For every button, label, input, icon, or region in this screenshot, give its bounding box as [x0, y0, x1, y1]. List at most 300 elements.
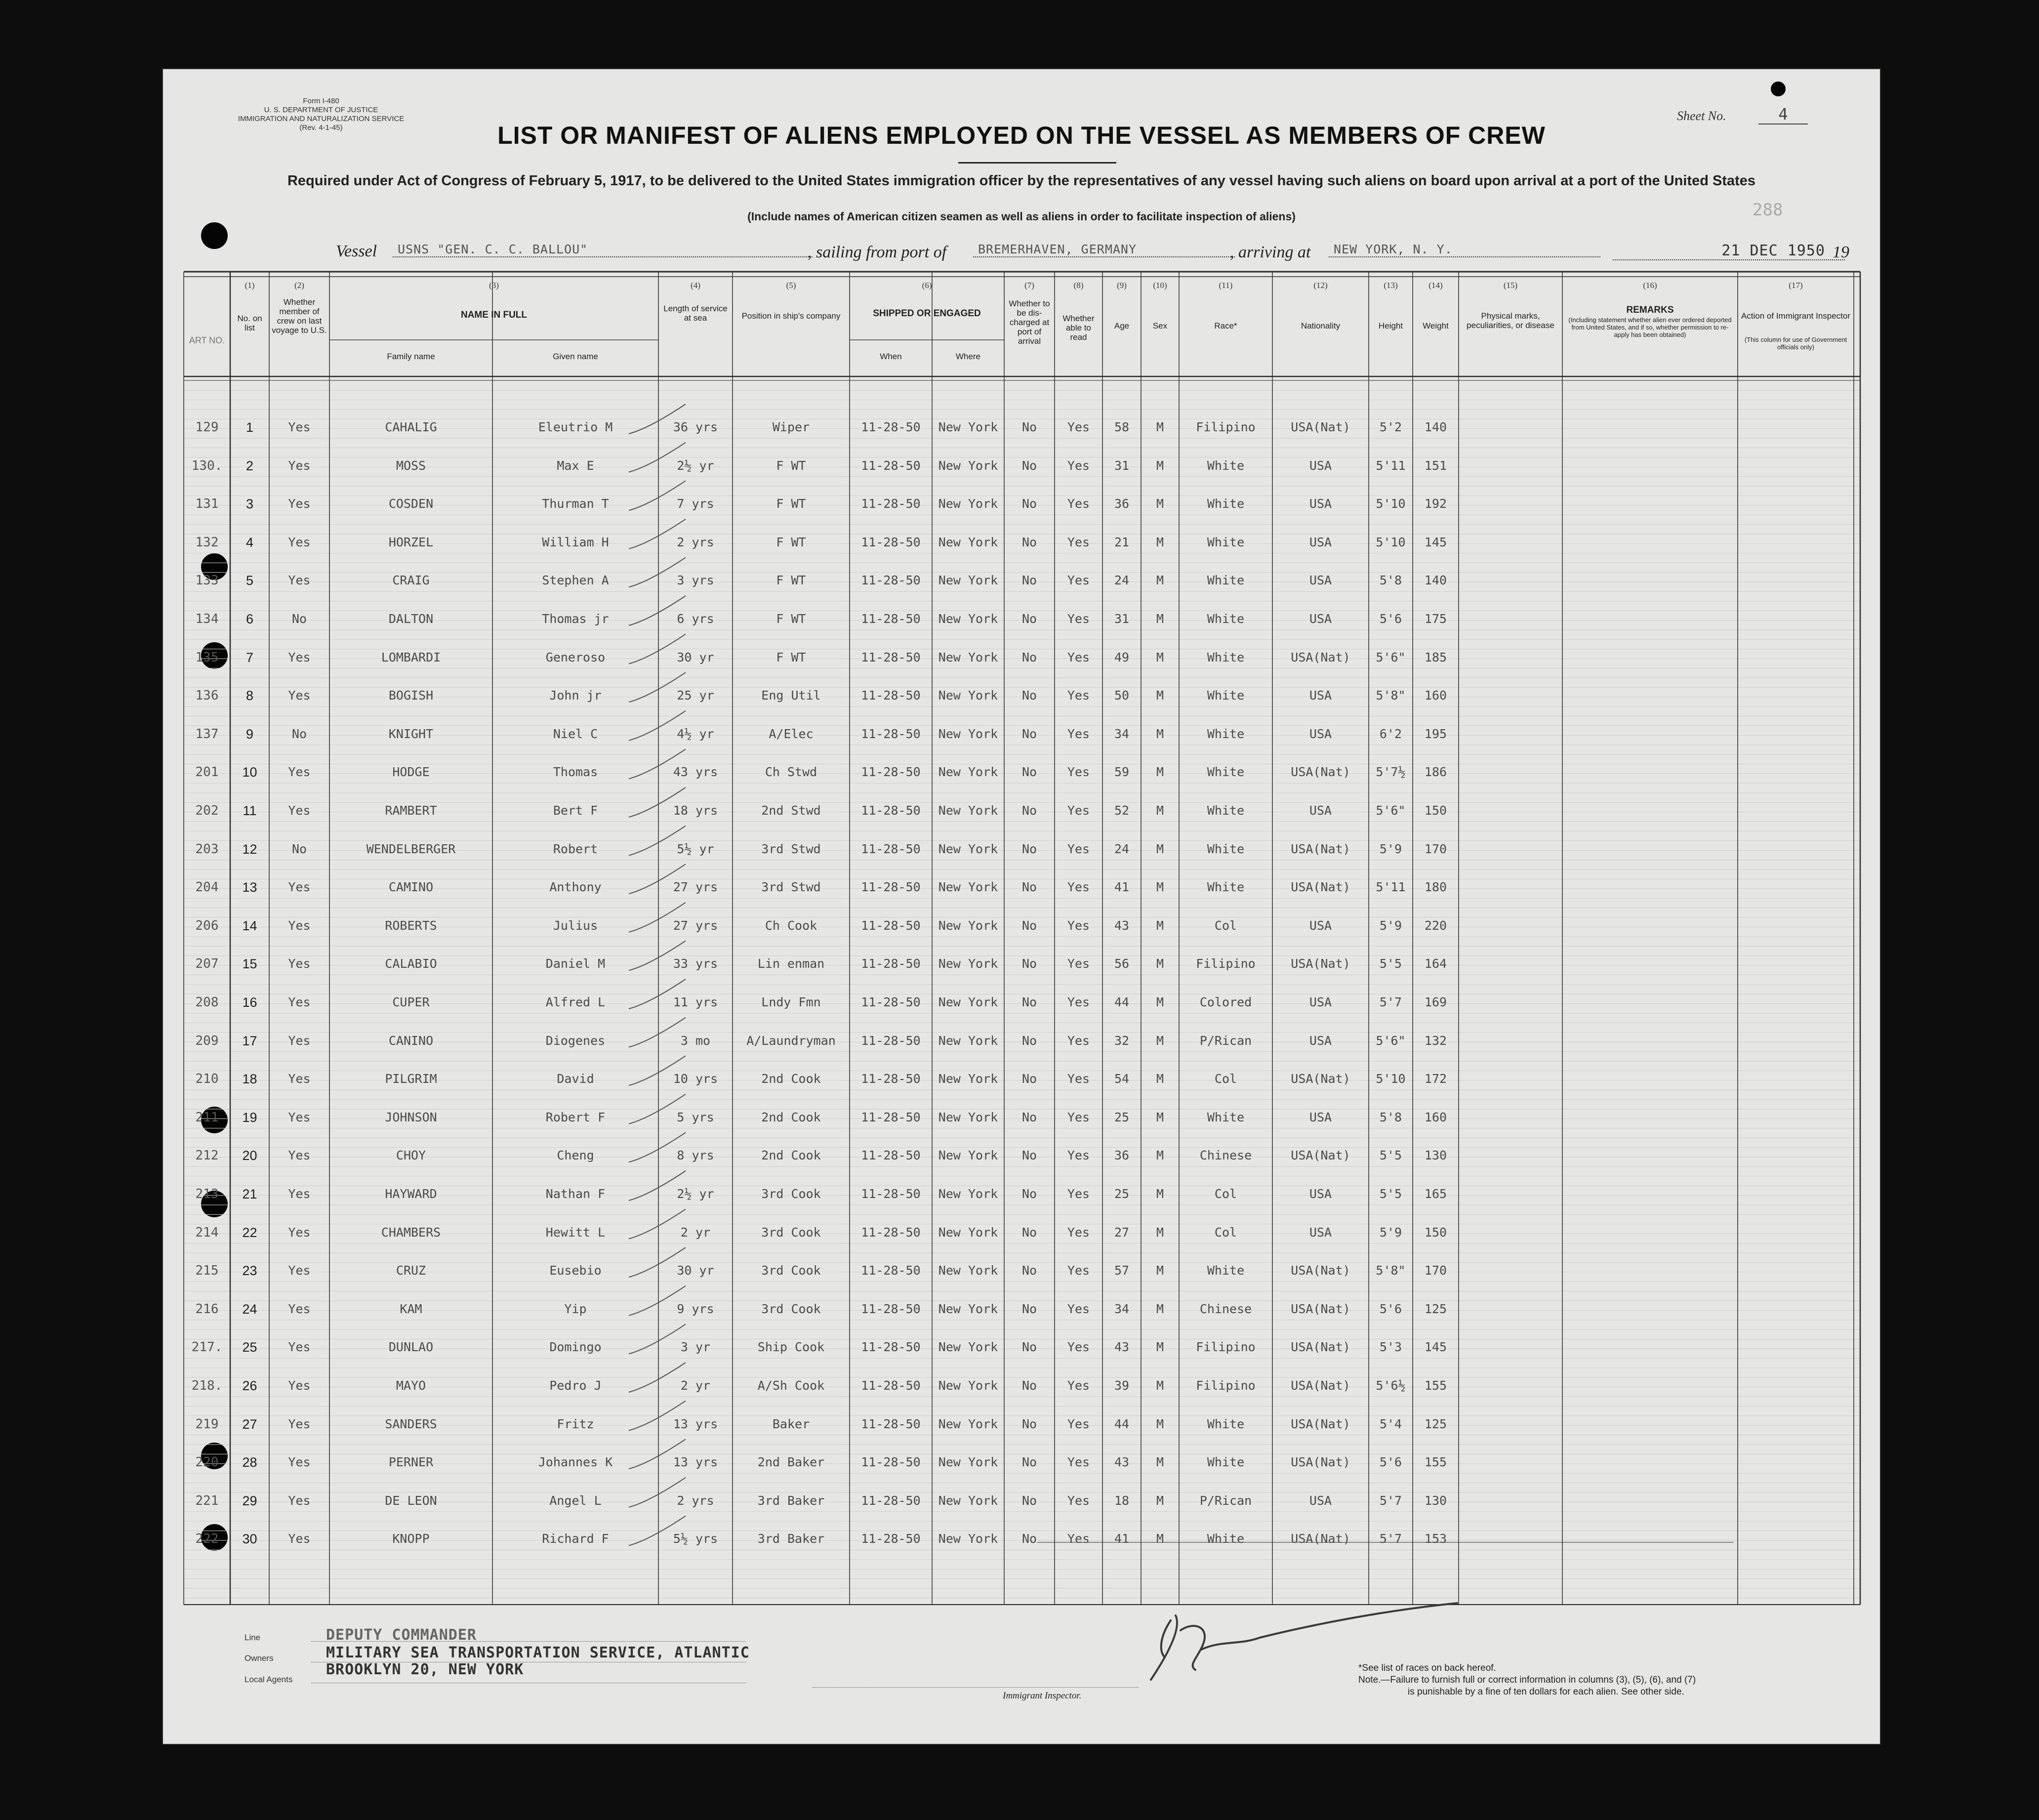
shipped-when: 11-28-50	[861, 1340, 921, 1355]
age: 52	[1114, 803, 1130, 818]
height: 5'8	[1379, 1110, 1402, 1124]
nationality: USA(Nat)	[1291, 1072, 1350, 1086]
race: White	[1207, 841, 1245, 856]
race: Chinese	[1199, 1148, 1252, 1163]
family-name: CRAIG	[392, 573, 430, 588]
art-number: 211	[195, 1110, 219, 1125]
nationality: USA	[1309, 496, 1332, 511]
length-of-service: 36 yrs	[673, 420, 718, 434]
list-number: 13	[242, 880, 257, 895]
last-voyage: Yes	[288, 420, 311, 434]
header-age: Age	[1114, 321, 1130, 331]
shipped-when: 11-28-50	[861, 1110, 921, 1124]
last-voyage: Yes	[288, 1493, 311, 1508]
length-of-service: 4½ yr	[677, 726, 714, 741]
position: 2nd Stwd	[761, 803, 821, 818]
sex: M	[1156, 956, 1164, 971]
art-number: 221	[195, 1493, 219, 1508]
nationality: USA	[1309, 535, 1332, 549]
weight: 130	[1424, 1148, 1447, 1163]
sex: M	[1156, 535, 1164, 549]
age: 36	[1114, 496, 1130, 511]
able-to-read: Yes	[1067, 1225, 1090, 1240]
weight: 165	[1424, 1187, 1447, 1201]
length-of-service: 18 yrs	[673, 803, 718, 818]
shipped-where: New York	[938, 650, 998, 664]
sex: M	[1156, 1033, 1164, 1048]
given-name: William H	[542, 535, 609, 549]
age: 25	[1114, 1110, 1130, 1124]
family-name: KNOPP	[392, 1531, 430, 1546]
race: White	[1207, 650, 1245, 664]
agents-label: Local Agents	[245, 1675, 293, 1684]
given-name: Max E	[557, 458, 594, 473]
race: White	[1207, 496, 1245, 511]
shipped-where: New York	[938, 458, 998, 473]
family-name: CALABIO	[385, 956, 437, 971]
length-of-service: 8 yrs	[677, 1148, 714, 1163]
list-number: 16	[242, 995, 257, 1010]
given-name: Yip	[564, 1301, 587, 1316]
nationality: USA(Nat)	[1291, 765, 1350, 780]
weight: 150	[1424, 1225, 1447, 1240]
list-number: 19	[242, 1110, 257, 1125]
list-number: 15	[242, 956, 257, 972]
given-name: Anthony	[549, 880, 602, 895]
length-of-service: 30 yr	[677, 650, 714, 664]
position: 3rd Cook	[761, 1301, 821, 1316]
art-number: 214	[195, 1225, 219, 1240]
weight: 140	[1424, 573, 1447, 588]
age: 43	[1114, 918, 1130, 933]
age: 49	[1114, 650, 1130, 664]
length-of-service: 2½ yr	[677, 1187, 714, 1201]
nationality: USA(Nat)	[1291, 420, 1350, 434]
able-to-read: Yes	[1067, 995, 1090, 1009]
shipped-when: 11-28-50	[861, 1263, 921, 1278]
discharged: No	[1021, 956, 1037, 971]
header-name-in-full: NAME IN FULL	[460, 310, 528, 320]
nationality: USA	[1309, 726, 1332, 741]
age: 31	[1114, 612, 1130, 626]
sex: M	[1156, 1378, 1164, 1393]
shipped-when: 11-28-50	[861, 612, 921, 626]
family-name: CANINO	[388, 1033, 434, 1048]
header-family-name: Family name	[387, 352, 435, 361]
column-number: (2)	[294, 281, 304, 290]
column-number: (13)	[1384, 281, 1398, 290]
column-number: (5)	[786, 281, 796, 290]
height: 5'5	[1379, 1187, 1402, 1201]
race: Colored	[1199, 995, 1252, 1009]
race: White	[1207, 612, 1245, 626]
last-voyage: Yes	[288, 1225, 311, 1240]
last-voyage: Yes	[288, 688, 311, 703]
age: 36	[1114, 1148, 1130, 1163]
art-number: 135	[195, 650, 219, 665]
given-name: David	[557, 1072, 594, 1086]
sex: M	[1156, 612, 1164, 626]
position: 3rd Cook	[761, 1187, 821, 1201]
nationality: USA	[1309, 1187, 1332, 1201]
list-number: 27	[242, 1416, 257, 1432]
art-number: 215	[195, 1263, 219, 1279]
given-name: Eusebio	[549, 1263, 602, 1278]
last-voyage: Yes	[288, 1455, 311, 1470]
art-number: 207	[195, 956, 219, 972]
given-name: Nathan F	[545, 1187, 606, 1201]
arriving-label: , arriving at	[1230, 243, 1311, 261]
sex: M	[1156, 1148, 1164, 1163]
header-no-on-list: No. on list	[237, 314, 262, 332]
length-of-service: 2 yrs	[677, 1493, 714, 1508]
shipped-where: New York	[938, 535, 998, 549]
last-voyage: No	[291, 841, 307, 856]
family-name: CUPER	[392, 995, 430, 1009]
list-number: 14	[242, 918, 257, 933]
given-name: Thomas	[553, 765, 598, 780]
art-number: 202	[195, 803, 219, 818]
able-to-read: Yes	[1067, 535, 1090, 549]
given-name: Robert F	[545, 1110, 606, 1124]
art-number: 212	[195, 1148, 219, 1163]
header-nationality: Nationality	[1301, 321, 1341, 331]
discharged: No	[1021, 1531, 1037, 1546]
sex: M	[1156, 1531, 1164, 1546]
discharged: No	[1021, 458, 1037, 473]
race: Chinese	[1199, 1301, 1252, 1316]
column-number: (15)	[1503, 281, 1518, 290]
given-name: Generoso	[545, 650, 606, 664]
shipped-when: 11-28-50	[861, 688, 921, 703]
length-of-service: 5 yrs	[677, 1110, 714, 1124]
last-voyage: Yes	[288, 918, 311, 933]
sex: M	[1156, 458, 1164, 473]
given-name: Robert	[553, 841, 598, 856]
able-to-read: Yes	[1067, 1263, 1090, 1278]
last-voyage: Yes	[288, 496, 311, 511]
age: 44	[1114, 1416, 1130, 1431]
family-name: JOHNSON	[385, 1110, 437, 1124]
length-of-service: 2 yr	[680, 1225, 711, 1240]
sheet-number-label: Sheet No.	[1677, 109, 1726, 123]
list-number: 23	[242, 1263, 257, 1279]
family-name: HORZEL	[388, 535, 434, 549]
length-of-service: 10 yrs	[673, 1072, 718, 1086]
stamp-line-3: BROOKLYN 20, NEW YORK	[326, 1661, 524, 1678]
length-of-service: 30 yr	[677, 1263, 714, 1278]
shipped-where: New York	[938, 1416, 998, 1431]
race: Filipino	[1196, 1378, 1256, 1393]
year-label: 19	[1833, 243, 1849, 261]
position: 3rd Stwd	[761, 880, 821, 895]
nationality: USA(Nat)	[1291, 956, 1350, 971]
family-name: WENDELBERGER	[366, 841, 456, 856]
sailing-from: BREMERHAVEN, GERMANY	[973, 242, 1235, 257]
shipped-where: New York	[938, 1378, 998, 1393]
discharged: No	[1021, 995, 1037, 1009]
age: 54	[1114, 1072, 1130, 1086]
list-number: 22	[242, 1225, 257, 1240]
last-voyage: Yes	[288, 1033, 311, 1048]
race: White	[1207, 765, 1245, 780]
age: 41	[1114, 880, 1130, 895]
race: Col	[1214, 1225, 1237, 1240]
header-physical-marks: Physical marks, peculiarities, or disease	[1467, 311, 1554, 330]
family-name: CRUZ	[396, 1263, 426, 1278]
header-when: When	[880, 352, 902, 361]
header-remarks-note: (Including statement whether alien ever ordered deported from United States, and if so, whether permission to re-apply has been obtained)	[1568, 316, 1732, 338]
able-to-read: Yes	[1067, 1378, 1090, 1393]
height: 5'3	[1379, 1340, 1402, 1355]
header-where: Where	[955, 352, 981, 361]
sex: M	[1156, 995, 1164, 1009]
sex: M	[1156, 803, 1164, 818]
header-last-voyage: Whether member of crew on last voyage to U.S.	[272, 297, 327, 335]
weight: 185	[1424, 650, 1447, 664]
able-to-read: Yes	[1067, 765, 1090, 780]
discharged: No	[1021, 612, 1037, 626]
line-label: Line	[245, 1633, 261, 1642]
list-number: 9	[245, 726, 254, 742]
weight: 175	[1424, 612, 1447, 626]
length-of-service: 3 yr	[680, 1340, 711, 1355]
discharged: No	[1021, 1378, 1037, 1393]
shipped-where: New York	[938, 841, 998, 856]
height: 5'7	[1379, 1531, 1402, 1546]
able-to-read: Yes	[1067, 650, 1090, 664]
weight: 125	[1424, 1301, 1447, 1316]
length-of-service: 33 yrs	[673, 956, 718, 971]
sex: M	[1156, 918, 1164, 933]
length-of-service: 27 yrs	[673, 880, 718, 895]
race: Filipino	[1196, 420, 1256, 434]
sex: M	[1156, 841, 1164, 856]
position: 2nd Cook	[761, 1148, 821, 1163]
position: A/Elec	[769, 726, 814, 741]
age: 31	[1114, 458, 1130, 473]
age: 59	[1114, 765, 1130, 780]
length-of-service: 9 yrs	[677, 1301, 714, 1316]
able-to-read: Yes	[1067, 1072, 1090, 1086]
height: 5'4	[1379, 1416, 1402, 1431]
given-name: Fritz	[557, 1416, 594, 1431]
height: 5'8"	[1376, 688, 1406, 703]
given-name: Julius	[553, 918, 598, 933]
position: Ch Cook	[765, 918, 817, 933]
shipped-when: 11-28-50	[861, 880, 921, 895]
last-voyage: Yes	[288, 1110, 311, 1124]
nationality: USA	[1309, 1493, 1332, 1508]
shipped-when: 11-28-50	[861, 726, 921, 741]
column-number: (11)	[1219, 281, 1233, 290]
shipped-when: 11-28-50	[861, 1455, 921, 1470]
age: 43	[1114, 1340, 1130, 1355]
age: 24	[1114, 573, 1130, 588]
length-of-service: 3 mo	[680, 1033, 711, 1048]
art-number: 204	[195, 880, 219, 895]
length-of-service: 11 yrs	[673, 995, 718, 1009]
shipped-where: New York	[938, 1493, 998, 1508]
shipped-when: 11-28-50	[861, 1493, 921, 1508]
document-title: LIST OR MANIFEST OF ALIENS EMPLOYED ON THE VESSEL AS MEMBERS OF CREW	[497, 122, 1546, 149]
art-number: 218.	[191, 1378, 223, 1393]
height: 5'9	[1379, 918, 1402, 933]
art-number: 201	[195, 765, 219, 780]
column-number: (16)	[1643, 281, 1657, 290]
able-to-read: Yes	[1067, 880, 1090, 895]
height: 5'10	[1376, 1072, 1406, 1086]
position: 2nd Cook	[761, 1110, 821, 1124]
nationality: USA	[1309, 918, 1332, 933]
able-to-read: Yes	[1067, 841, 1090, 856]
art-number: 219	[195, 1416, 219, 1432]
shipped-when: 11-28-50	[861, 573, 921, 588]
art-number: 130.	[191, 458, 223, 473]
length-of-service: 27 yrs	[673, 918, 718, 933]
age: 34	[1114, 1301, 1130, 1316]
last-voyage: Yes	[288, 765, 311, 780]
list-number: 24	[242, 1301, 257, 1317]
weight: 155	[1424, 1378, 1447, 1393]
shipped-when: 11-28-50	[861, 535, 921, 549]
shipped-when: 11-28-50	[861, 420, 921, 434]
position: 3rd Baker	[757, 1531, 825, 1546]
sex: M	[1156, 880, 1164, 895]
shipped-where: New York	[938, 1033, 998, 1048]
nationality: USA(Nat)	[1291, 1263, 1350, 1278]
inspector-signature-line	[813, 1687, 1139, 1688]
discharged: No	[1021, 1072, 1037, 1086]
race: White	[1207, 535, 1245, 549]
list-number: 4	[245, 535, 254, 550]
list-number: 30	[242, 1531, 257, 1547]
height: 5'7	[1379, 995, 1402, 1009]
last-voyage: Yes	[288, 1148, 311, 1163]
height: 5'6	[1379, 1301, 1402, 1316]
list-number: 18	[242, 1072, 257, 1087]
weight: 186	[1424, 765, 1447, 780]
shipped-where: New York	[938, 1110, 998, 1124]
header-able-to-read: Whether able to read	[1062, 314, 1095, 342]
able-to-read: Yes	[1067, 1340, 1090, 1355]
given-name: Bert F	[553, 803, 598, 818]
shipped-where: New York	[938, 496, 998, 511]
height: 5'7½	[1376, 765, 1406, 780]
last-voyage: No	[291, 612, 307, 626]
discharged: No	[1021, 1225, 1037, 1240]
given-name: Domingo	[549, 1340, 602, 1355]
shipped-when: 11-28-50	[861, 765, 921, 780]
last-voyage: Yes	[288, 1301, 311, 1316]
family-name: DALTON	[388, 612, 434, 626]
able-to-read: Yes	[1067, 458, 1090, 473]
height: 5'11	[1376, 458, 1406, 473]
list-number: 1	[245, 420, 254, 435]
position: Ship Cook	[757, 1340, 825, 1355]
last-voyage: Yes	[288, 573, 311, 588]
race: White	[1207, 573, 1245, 588]
able-to-read: Yes	[1067, 1187, 1090, 1201]
art-number: 213	[195, 1187, 219, 1201]
nationality: USA(Nat)	[1291, 650, 1350, 664]
age: 57	[1114, 1263, 1130, 1278]
list-number: 28	[242, 1455, 257, 1470]
nationality: USA	[1309, 1110, 1332, 1124]
discharged: No	[1021, 1187, 1037, 1201]
sailing-label: , sailing from port of	[808, 243, 947, 261]
discharged: No	[1021, 1301, 1037, 1316]
length-of-service: 2 yr	[680, 1378, 711, 1393]
discharged: No	[1021, 1493, 1037, 1508]
shipped-where: New York	[938, 1455, 998, 1470]
shipped-where: New York	[938, 1148, 998, 1163]
race: Col	[1214, 1072, 1237, 1086]
position: A/Sh Cook	[757, 1378, 825, 1393]
family-name: CAHALIG	[385, 420, 437, 434]
position: 3rd Cook	[761, 1225, 821, 1240]
sex: M	[1156, 765, 1164, 780]
shipped-where: New York	[938, 1340, 998, 1355]
header-race: Race*	[1214, 321, 1237, 331]
nationality: USA(Nat)	[1291, 1455, 1350, 1470]
last-voyage: Yes	[288, 1340, 311, 1355]
shipped-where: New York	[938, 573, 998, 588]
length-of-service: 43 yrs	[673, 765, 718, 780]
height: 5'5	[1379, 956, 1402, 971]
position: Ch Stwd	[765, 765, 817, 780]
position: Lin enman	[757, 956, 825, 971]
position: F WT	[776, 612, 806, 626]
family-name: KAM	[400, 1301, 422, 1316]
weight: 170	[1424, 841, 1447, 856]
able-to-read: Yes	[1067, 918, 1090, 933]
given-name: Cheng	[557, 1148, 594, 1163]
art-number: 131	[195, 496, 219, 512]
shipped-when: 11-28-50	[861, 918, 921, 933]
position: Lndy Fmn	[761, 995, 821, 1009]
height: 5'6"	[1376, 650, 1406, 664]
length-of-service: 5½ yr	[677, 841, 714, 856]
length-of-service: 13 yrs	[673, 1455, 718, 1470]
family-name: HODGE	[392, 765, 430, 780]
column-number: (14)	[1428, 281, 1443, 290]
given-name: Richard F	[542, 1531, 609, 1546]
shipped-when: 11-28-50	[861, 995, 921, 1009]
height: 5'10	[1376, 496, 1406, 511]
length-of-service: 25 yr	[677, 688, 714, 703]
shipped-where: New York	[938, 612, 998, 626]
art-number: 203	[195, 841, 219, 857]
able-to-read: Yes	[1067, 726, 1090, 741]
position: F WT	[776, 535, 806, 549]
position: Baker	[772, 1416, 810, 1431]
age: 44	[1114, 995, 1130, 1009]
column-number: (6)	[922, 281, 932, 290]
height: 6'2	[1379, 726, 1402, 741]
list-number: 17	[242, 1033, 257, 1048]
able-to-read: Yes	[1067, 1416, 1090, 1431]
race: White	[1207, 803, 1245, 818]
weight: 150	[1424, 803, 1447, 818]
height: 5'5	[1379, 1148, 1402, 1163]
nationality: USA(Nat)	[1291, 1301, 1350, 1316]
shipped-where: New York	[938, 995, 998, 1009]
family-name: MAYO	[396, 1378, 426, 1393]
given-name: Niel C	[553, 726, 598, 741]
able-to-read: Yes	[1067, 803, 1090, 818]
nationality: USA	[1309, 1033, 1332, 1048]
